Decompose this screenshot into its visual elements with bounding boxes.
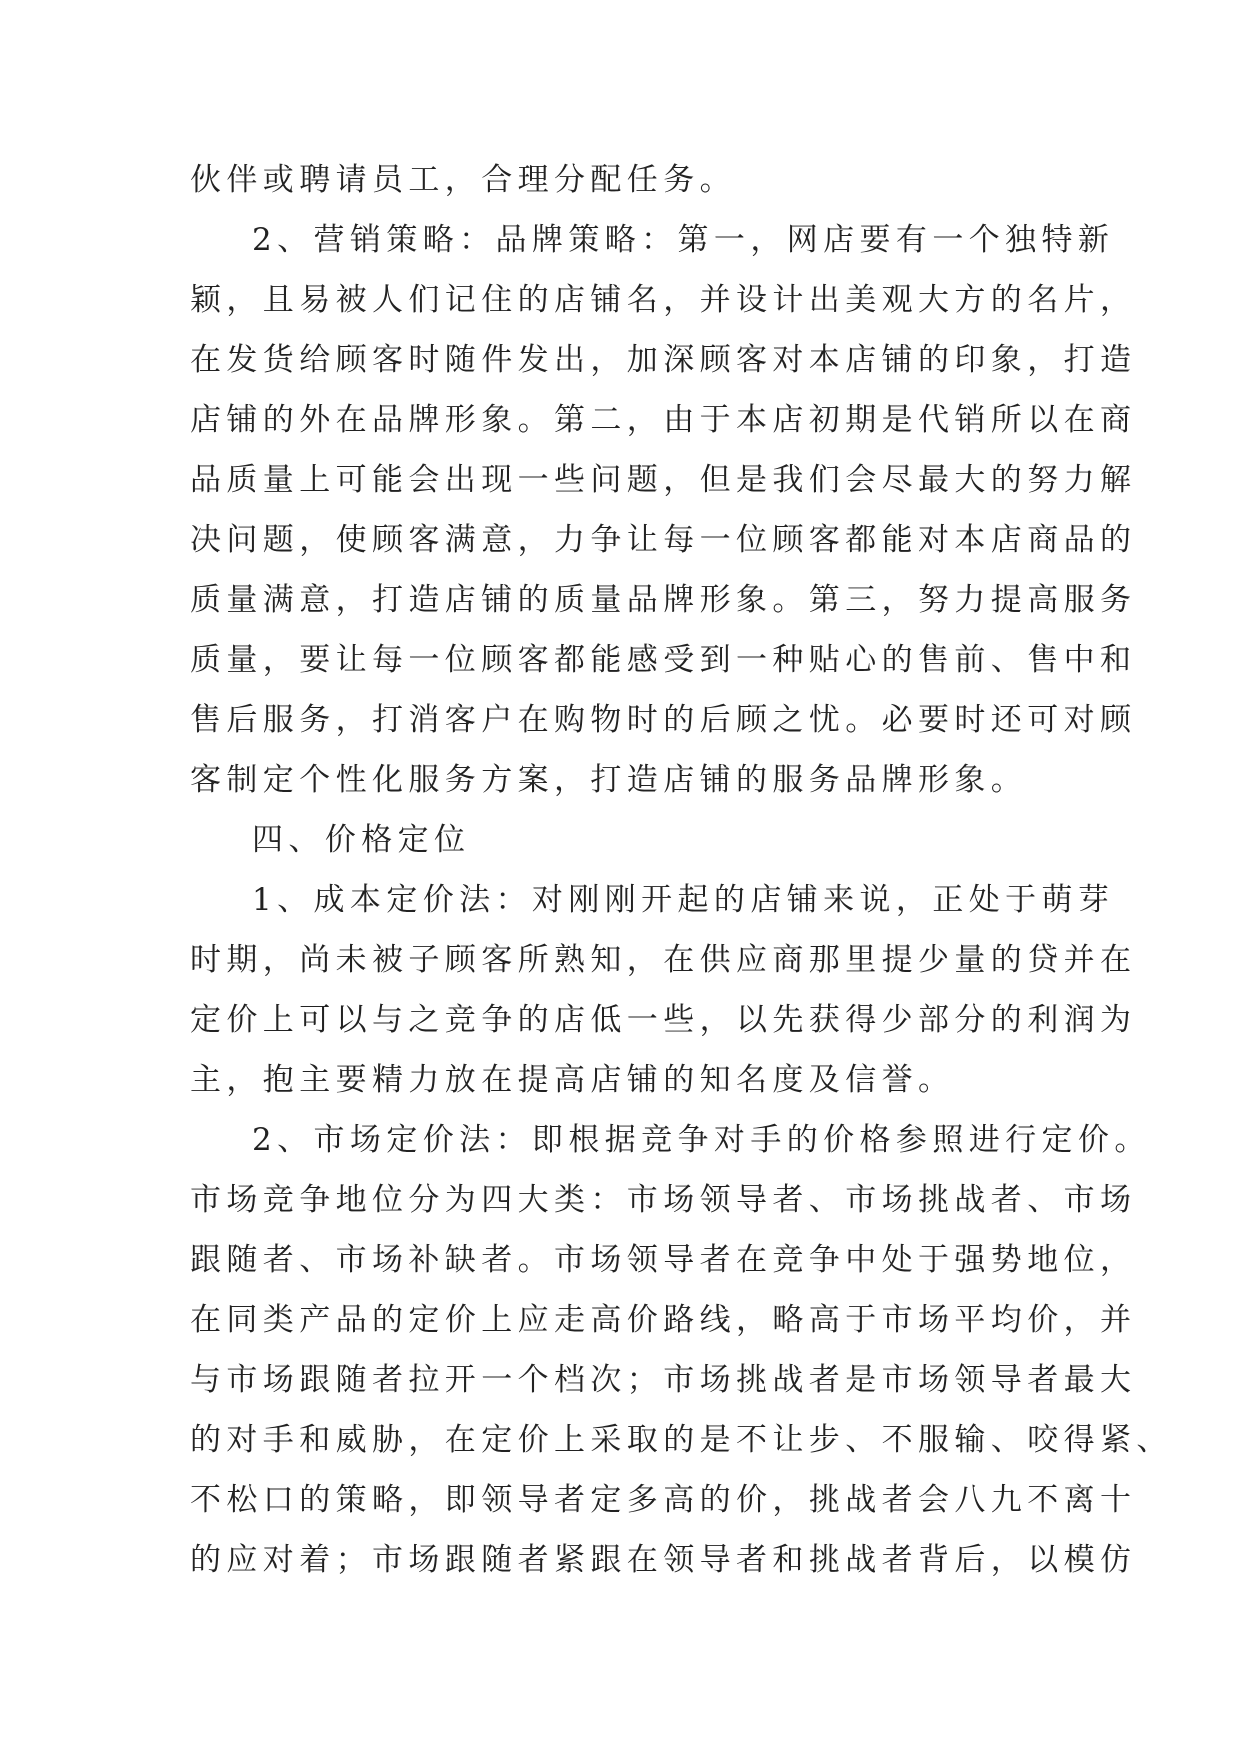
text-line: 市场竞争地位分为四大类：市场领导者、市场挑战者、市场 <box>190 1182 1137 1218</box>
paragraph-market-pricing: 2、市场定价法：即根据竞争对手的价格参照进行定价。 <box>252 1122 1151 1158</box>
document-body <box>190 150 1173 1590</box>
text-line: 不松口的策略，即领导者定多高的价，挑战者会八九不离十 <box>190 1482 1137 1518</box>
text-line: 与市场跟随者拉开一个档次；市场挑战者是市场领导者最大 <box>190 1362 1137 1398</box>
text-line: 在同类产品的定价上应走高价路线，略高于市场平均价，并 <box>190 1302 1137 1338</box>
text-line: 质量满意，打造店铺的质量品牌形象。第三，努力提高服务 <box>190 582 1137 618</box>
text-line: 售后服务，打消客户在购物时的后顾之忧。必要时还可对顾 <box>190 702 1137 738</box>
text-line: 定价上可以与之竞争的店低一些，以先获得少部分的利润为 <box>190 1002 1137 1038</box>
text-line: 决问题，使顾客满意，力争让每一位顾客都能对本店商品的 <box>190 522 1137 558</box>
text-line: 颖，且易被人们记住的店铺名，并设计出美观大方的名片， <box>190 282 1137 318</box>
text-line: 跟随者、市场补缺者。市场领导者在竞争中处于强势地位， <box>190 1242 1137 1278</box>
text-line: 品质量上可能会出现一些问题，但是我们会尽最大的努力解 <box>190 462 1137 498</box>
text-line: 的对手和威胁，在定价上采取的是不让步、不服输、咬得紧、 <box>190 1422 1173 1458</box>
paragraph-marketing-strategy: 2、营销策略：品牌策略：第一，网店要有一个独特新 <box>252 222 1115 258</box>
section-heading-price-positioning: 四、价格定位 <box>252 822 471 858</box>
text-line: 质量，要让每一位顾客都能感受到一种贴心的售前、售中和 <box>190 642 1137 678</box>
paragraph-cost-pricing: 1、成本定价法：对刚刚开起的店铺来说，正处于萌芽 <box>252 882 1115 918</box>
text-line: 店铺的外在品牌形象。第二，由于本店初期是代销所以在商 <box>190 402 1137 438</box>
text-line: 在发货给顾客时随件发出，加深顾客对本店铺的印象，打造 <box>190 342 1137 378</box>
text-line: 伙伴或聘请员工，合理分配任务。 <box>190 162 736 198</box>
text-line: 的应对着；市场跟随者紧跟在领导者和挑战者背后，以模仿 <box>190 1542 1137 1578</box>
text-line: 时期，尚未被子顾客所熟知，在供应商那里提少量的贷并在 <box>190 942 1137 978</box>
text-line: 主，抱主要精力放在提高店铺的知名度及信誉。 <box>190 1062 955 1098</box>
text-line: 客制定个性化服务方案，打造店铺的服务品牌形象。 <box>190 762 1028 798</box>
